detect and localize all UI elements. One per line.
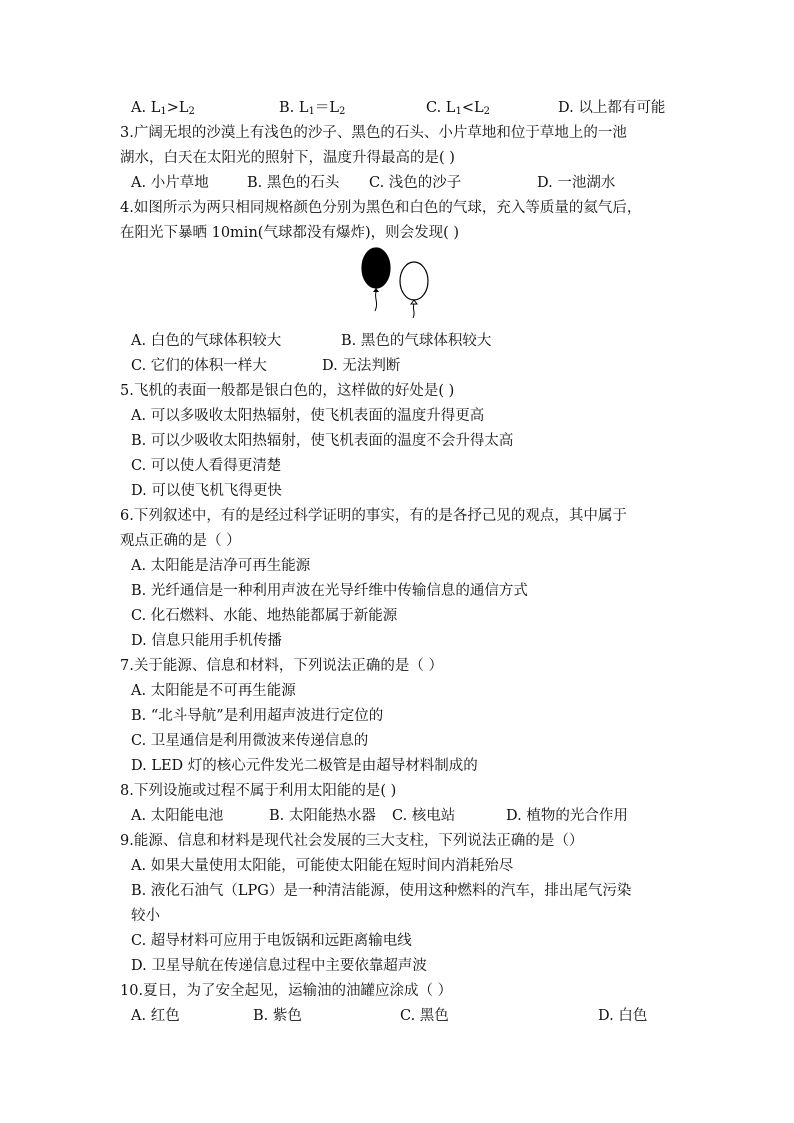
q2-option-d: D. 以上都有可能 <box>558 100 666 116</box>
subscript: 1 <box>160 106 167 117</box>
q10-option-a: A. 红色 <box>131 1008 180 1024</box>
q10-option-b: B. 紫色 <box>253 1008 302 1024</box>
q2-c-rel: <L <box>461 100 484 116</box>
text: 7.关于能源、信息和材料，下列说法正确的是（ ） <box>120 658 443 674</box>
q10-option-d: D. 白色 <box>598 1008 648 1024</box>
q2-option-a <box>131 96 195 121</box>
subscript: 1 <box>308 106 315 117</box>
text: B. 液化石油气（LPG）是一种清洁能源，使用这种燃料的汽车，排出尾气污染 <box>131 883 632 899</box>
text: A. 可以多吸收太阳热辐射，使飞机表面的温度升得更高 <box>131 408 485 424</box>
subscript: 2 <box>339 106 346 117</box>
text: D. 信息只能用手机传播 <box>131 633 282 649</box>
text: 10.夏日，为了安全起见，运输油的油罐应涂成（ ） <box>120 983 453 999</box>
text: C. 可以使人看得更清楚 <box>131 458 282 474</box>
q8-option-a: A. 太阳能电池 <box>131 808 224 824</box>
text: 9.能源、信息和材料是现代社会发展的三大支柱，下列说法正确的是（） <box>120 833 584 849</box>
q8-option-b: B. 太阳能热水器 <box>269 808 376 824</box>
q10-option-c: C. 黑色 <box>400 1008 449 1024</box>
subscript: 2 <box>188 106 195 117</box>
text: B. 光纤通信是一种利用声波在光导纤维中传输信息的通信方式 <box>131 583 528 599</box>
text: 3.广阔无垠的沙漠上有浅色的沙子、黑色的石头、小片草地和位于草地上的一池 <box>120 125 627 141</box>
q3-option-b: B. 黑色的石头 <box>247 175 340 191</box>
balloons-figure <box>355 243 445 318</box>
q8-option-d: D. 植物的光合作用 <box>506 808 628 824</box>
text: A. 太阳能是不可再生能源 <box>131 683 296 699</box>
q4-option-d: D. 无法判断 <box>322 358 401 374</box>
white-balloon <box>400 262 428 318</box>
q4-option-a: A. 白色的气球体积较大 <box>131 333 282 349</box>
q2-option-b <box>279 96 345 121</box>
text: 6.下列叙述中，有的是经过科学证明的事实，有的是各抒己见的观点，其中属于 <box>120 508 627 524</box>
text: 在阳光下暴晒 10min(气球都没有爆炸)，则会发现( ) <box>120 225 460 241</box>
q8-option-c: C. 核电站 <box>392 808 456 824</box>
text: 较小 <box>131 908 160 924</box>
text: B. 可以少吸收太阳热辐射，使飞机表面的温度不会升得太高 <box>131 433 514 449</box>
q4-option-c: C. 它们的体积一样大 <box>131 358 267 374</box>
text: 湖水，白天在太阳光的照射下，温度升得最高的是( ) <box>120 150 455 166</box>
subscript: 2 <box>483 106 490 117</box>
q3-option-a: A. 小片草地 <box>131 175 209 191</box>
q2-c-text: C. L <box>426 100 456 116</box>
text: D. 可以使飞机飞得更快 <box>131 483 282 499</box>
text: C. 卫星通信是利用微波来传递信息的 <box>131 733 369 749</box>
text: D. 卫星导航在传递信息过程中主要依靠超声波 <box>131 958 427 974</box>
text: D. LED 灯的核心元件发光二极管是由超导材料制成的 <box>131 758 478 774</box>
text: A. 太阳能是洁净可再生能源 <box>131 558 311 574</box>
text: B. “北斗导航”是利用超声波进行定位的 <box>131 708 384 724</box>
text: 8.下列设施或过程不属于利用太阳能的是( ) <box>120 783 397 799</box>
text: 5.飞机的表面一般都是银白色的，这样做的好处是( ) <box>120 383 455 399</box>
text: C. 化石燃料、水能、地热能都属于新能源 <box>131 608 398 624</box>
q2-a-text: A. L <box>131 100 161 116</box>
black-balloon <box>362 248 390 311</box>
q4-option-b: B. 黑色的气球体积较大 <box>341 333 492 349</box>
q2-option-c <box>426 96 490 121</box>
text: A. 如果大量使用太阳能，可能使太阳能在短时间内消耗殆尽 <box>131 858 514 874</box>
text: C. 超导材料可应用于电饭锅和远距离输电线 <box>131 933 412 949</box>
q3-option-c: C. 浅色的沙子 <box>369 175 462 191</box>
q2-a-rel: >L <box>166 100 189 116</box>
text: 4.如图所示为两只相同规格颜色分别为黑色和白色的气球，充入等质量的氦气后， <box>120 200 642 216</box>
subscript: 1 <box>455 106 462 117</box>
q2-b-text: B. L <box>279 100 309 116</box>
text: 观点正确的是（ ） <box>120 533 241 549</box>
q3-option-d: D. 一池湖水 <box>537 175 616 191</box>
q2-b-rel: ＝L <box>314 100 340 116</box>
